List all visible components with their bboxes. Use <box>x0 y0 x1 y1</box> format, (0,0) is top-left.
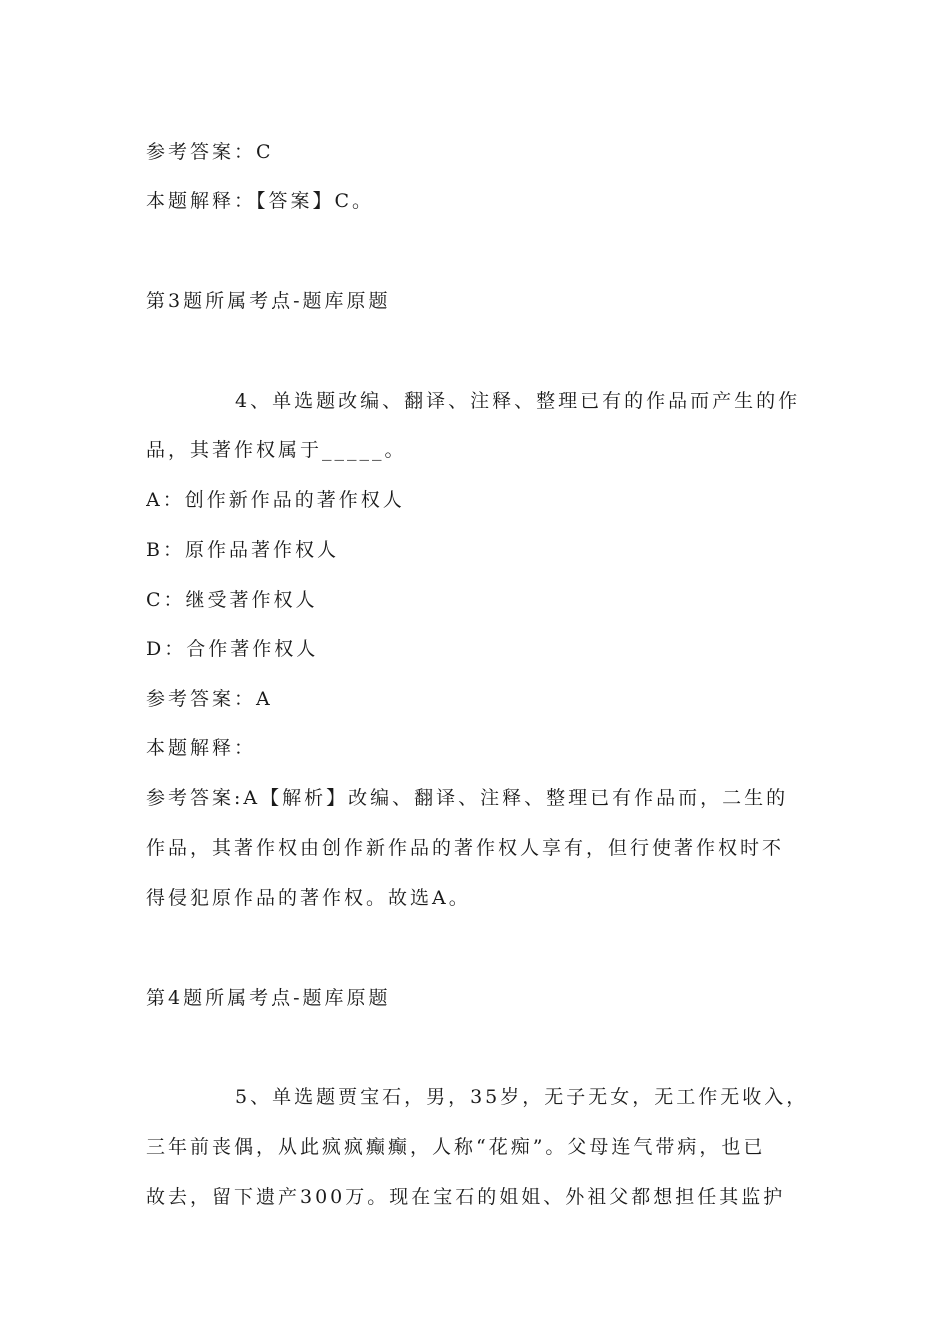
q4-explanation-line2: 作品，其著作权由创作新作品的著作权人享有，但行使著作权时不 <box>146 837 785 859</box>
q5-stem-line1: 5、单选题贾宝石，男，35岁，无子无女，无工作无收入， <box>235 1086 809 1108</box>
q3-explanation: 本题解释：【答案】C。 <box>146 190 375 212</box>
q4-stem-line1: 4、单选题改编、翻译、注释、整理已有的作品而产生的作 <box>235 390 801 412</box>
q4-option-b: B：原作品著作权人 <box>146 539 339 561</box>
q4-answer: 参考答案：A <box>146 688 273 710</box>
q4-explanation-line3: 得侵犯原作品的著作权。故选A。 <box>146 887 471 909</box>
q3-topic: 第3题所属考点-题库原题 <box>146 290 391 312</box>
q4-explanation-line1: 参考答案:A【解析】改编、翻译、注释、整理已有作品而，二生的 <box>146 787 789 809</box>
q4-explanation-label: 本题解释： <box>146 737 257 759</box>
q4-topic: 第4题所属考点-题库原题 <box>146 987 391 1009</box>
q5-stem-line2: 三年前丧偶，从此疯疯癫癫，人称“花痴”。父母连气带病，也已 <box>146 1136 766 1158</box>
q4-option-a: A：创作新作品的著作权人 <box>146 489 405 511</box>
q3-answer: 参考答案：C <box>146 141 274 163</box>
q4-stem-line2: 品，其著作权属于_____。 <box>146 439 407 461</box>
q5-stem-line3: 故去，留下遗产300万。现在宝石的姐姐、外祖父都想担任其监护 <box>146 1186 786 1208</box>
q4-option-d: D：合作著作权人 <box>146 638 319 660</box>
q4-option-c: C：继受著作权人 <box>146 589 318 611</box>
